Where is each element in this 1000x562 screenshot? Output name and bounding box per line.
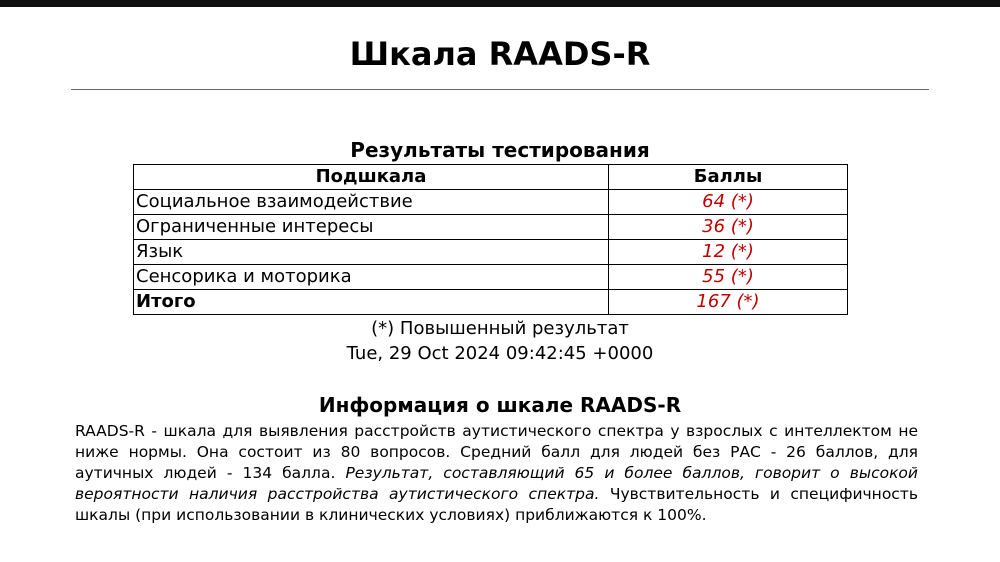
info-heading: Информация о шкале RAADS-R [318, 393, 682, 417]
subscale-score [609, 240, 848, 265]
subscale-name: Ограниченные интересы [134, 215, 609, 240]
table-row [134, 190, 848, 215]
timestamp: Tue, 29 Oct 2024 09:42:45 +0000 [346, 343, 654, 364]
score-value: 36 [702, 216, 726, 237]
elevated-mark: (*) [736, 291, 760, 312]
elevated-mark: (*) [730, 266, 754, 287]
info-text-tail: Чувствительность и специфичность шкалы (при использовании в клинических условиях) приближаются к 100%. [75, 485, 918, 524]
table-row [134, 265, 848, 290]
table-row [134, 215, 848, 240]
results-heading: Результаты тестирования [350, 138, 650, 162]
results-table [133, 164, 848, 315]
subscale-score [609, 265, 848, 290]
subscale-name: Социальное взаимодействие [134, 190, 609, 215]
elevated-mark: (*) [730, 241, 754, 262]
total-row [134, 290, 848, 315]
score-value: 64 [702, 191, 726, 212]
table-header-row [134, 165, 848, 190]
subscale-name: Сенсорика и моторика [134, 265, 609, 290]
info-text-plain: RAADS-R - шкала для выявления расстройств аутистического спектра у взрослых с интеллектом не ниже нормы. Она состоит из 80 вопросов. Средний балл для людей без РАС - 26 баллов, для аутичных людей - 134 балла. [75, 422, 918, 482]
subscale-name: Язык [134, 240, 609, 265]
score-value: 12 [702, 241, 726, 262]
top-bar [0, 0, 1000, 7]
subscale-score [609, 215, 848, 240]
score-value: 167 [696, 291, 731, 312]
total-label: Итого [134, 290, 609, 315]
info-text-italic: Результат, составляющий 65 и более баллов, говорит о высокой вероятности наличия расстройства аутистического спектра. [75, 464, 918, 503]
elevated-mark: (*) [730, 216, 754, 237]
score-value: 55 [702, 266, 726, 287]
column-header-subscale: Подшкала [134, 165, 609, 190]
elevated-mark: (*) [730, 191, 754, 212]
subscale-score [609, 190, 848, 215]
divider [71, 89, 929, 90]
table-row [134, 240, 848, 265]
column-header-score: Баллы [609, 165, 848, 190]
info-paragraph [75, 421, 918, 526]
total-score [609, 290, 848, 315]
page-title: Шкала RAADS-R [349, 35, 651, 73]
footnote: (*) Повышенный результат [371, 318, 629, 339]
